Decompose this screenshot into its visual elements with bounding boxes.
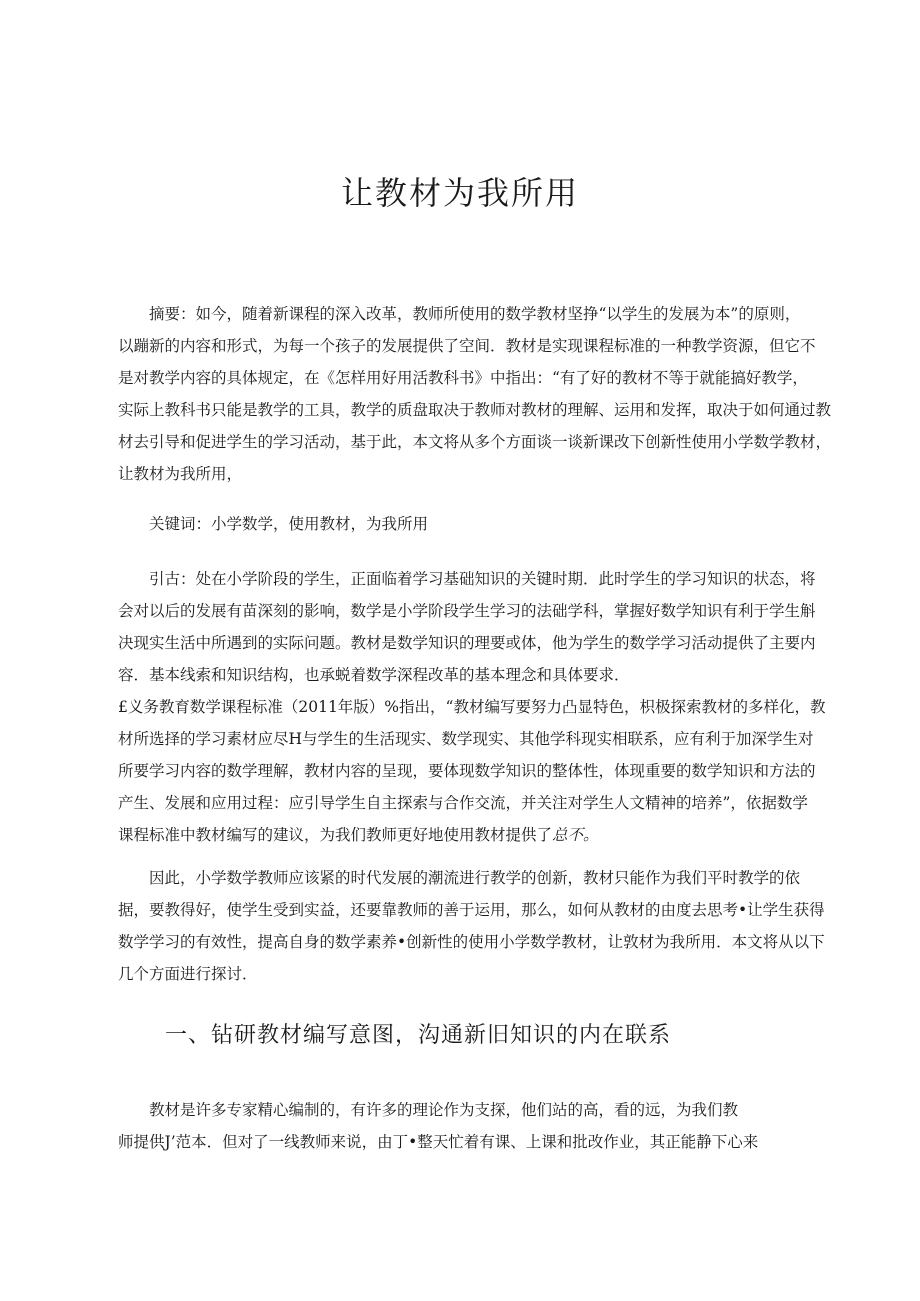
intro-last-line — [118, 819, 808, 851]
intro-last-line-prefix: 课程标准中教材编写的建议，为我们教师更好地使用教材提供了 — [118, 826, 553, 844]
intro-line: 材所选择的学习素材应尽H与学生的生活现实、数学现实、其他学科现实相联系，应有利于加深学生对 — [118, 730, 814, 748]
abstract-line: 材去引导和促进学生的学习活动，基于此，本文将从多个方面谈一谈新课改下创新性使用小学数学教材， — [118, 433, 832, 451]
intro-paragraph — [118, 563, 826, 851]
abstract-line: 实际上教科书只能是教学的工具，教学的质盘取决于教师对教材的理解、运用和发挥，取决于如何通过教 — [118, 401, 832, 419]
therefore-line: 数学学习的有效性，提高自身的数学素养•创新性的使用小学数学教材，让敦材为我所用．本文将从以下 — [118, 933, 825, 951]
therefore-line: 因此，小学数学教师应该紧的时代发展的潮流进行教学的创新，教材只能作为我们平时教学的依 — [149, 869, 801, 887]
therefore-line: 据，要教得好，使学生受到实益，还要靠教师的善于运用，那么，如何从教材的由度去思考•让学生获得 — [118, 901, 825, 919]
keywords-paragraph — [118, 508, 808, 540]
intro-line: 产生、发展和应用过程：应引导学生自主探索与合作交流，并关注对学生人文精神的培养”，依据数学 — [118, 794, 808, 812]
section-1-line: 师提供J’范本．但对了一线教师来说，由丁•整天忙着有课、上课和批改作业，其正能静下心来 — [118, 1133, 759, 1151]
abstract-line: 以蹦新的内容和形式，为每一个孩子的发展提供了空间．教材是实现课程标准的一种教学资源，但它不 — [118, 337, 816, 355]
abstract-line: 摘要：如今，随着新课程的深入改革，教师所使用的数学教材坚挣“以学生的发展为本”的原则， — [149, 305, 801, 323]
intro-line: 所要学习内容的数学理解，教材内容的呈现，要体现数学知识的整体性，体现重要的数学知识和方法的 — [118, 762, 816, 780]
intro-line: 容．基本线索和知识结构，也承蜕着数学深程改革的基本理念和具体要求． — [118, 666, 630, 684]
section-1-paragraph — [118, 1094, 808, 1158]
section-1-line: 教材是许多专家精心编制的，有许多的理论作为支探，他们站的高，看的远，为我们教 — [149, 1101, 739, 1119]
therefore-line: 几个方面进行探讨． — [118, 965, 258, 983]
intro-line: £义务教育数学课程标准（2011年版）%指出，“教材编写要努力凸显特色，枳极探索教材的多样化，教 — [118, 698, 826, 716]
intro-line: 会对以后的发展有苗深刻的影响，数学是小学阶段学生学习的法础学科，掌握好数学知识有利于学生斛 — [118, 602, 816, 620]
keywords-line: 关键词：小学数学，使用教材，为我所用 — [149, 515, 429, 533]
document-title: 让教材为我所用 — [340, 174, 579, 212]
section-1-heading: 一、钻研教材编写意图，沟通新旧知识的内在联系 — [165, 1023, 672, 1048]
intro-last-line-suffix: 总不。 — [552, 826, 599, 844]
abstract-line: 让教材为我所用， — [118, 465, 243, 483]
intro-line: 引古：处在小学阶段的学生，正面临着学习基础知识的关键时期．此时学生的学习知识的状态，将 — [149, 570, 816, 588]
abstract-paragraph — [118, 298, 832, 490]
intro-line: 决现实生活中所遇到的实际问题。教材是数学知识的理要或体，他为学生的数学学习活动提供了主要内 — [118, 634, 816, 652]
abstract-line: 是对教学内容的具体规定，在《怎样用好用活教科书》中指出：“有了好的教材不等于就能搞好教学， — [118, 369, 808, 387]
therefore-paragraph — [118, 862, 825, 990]
